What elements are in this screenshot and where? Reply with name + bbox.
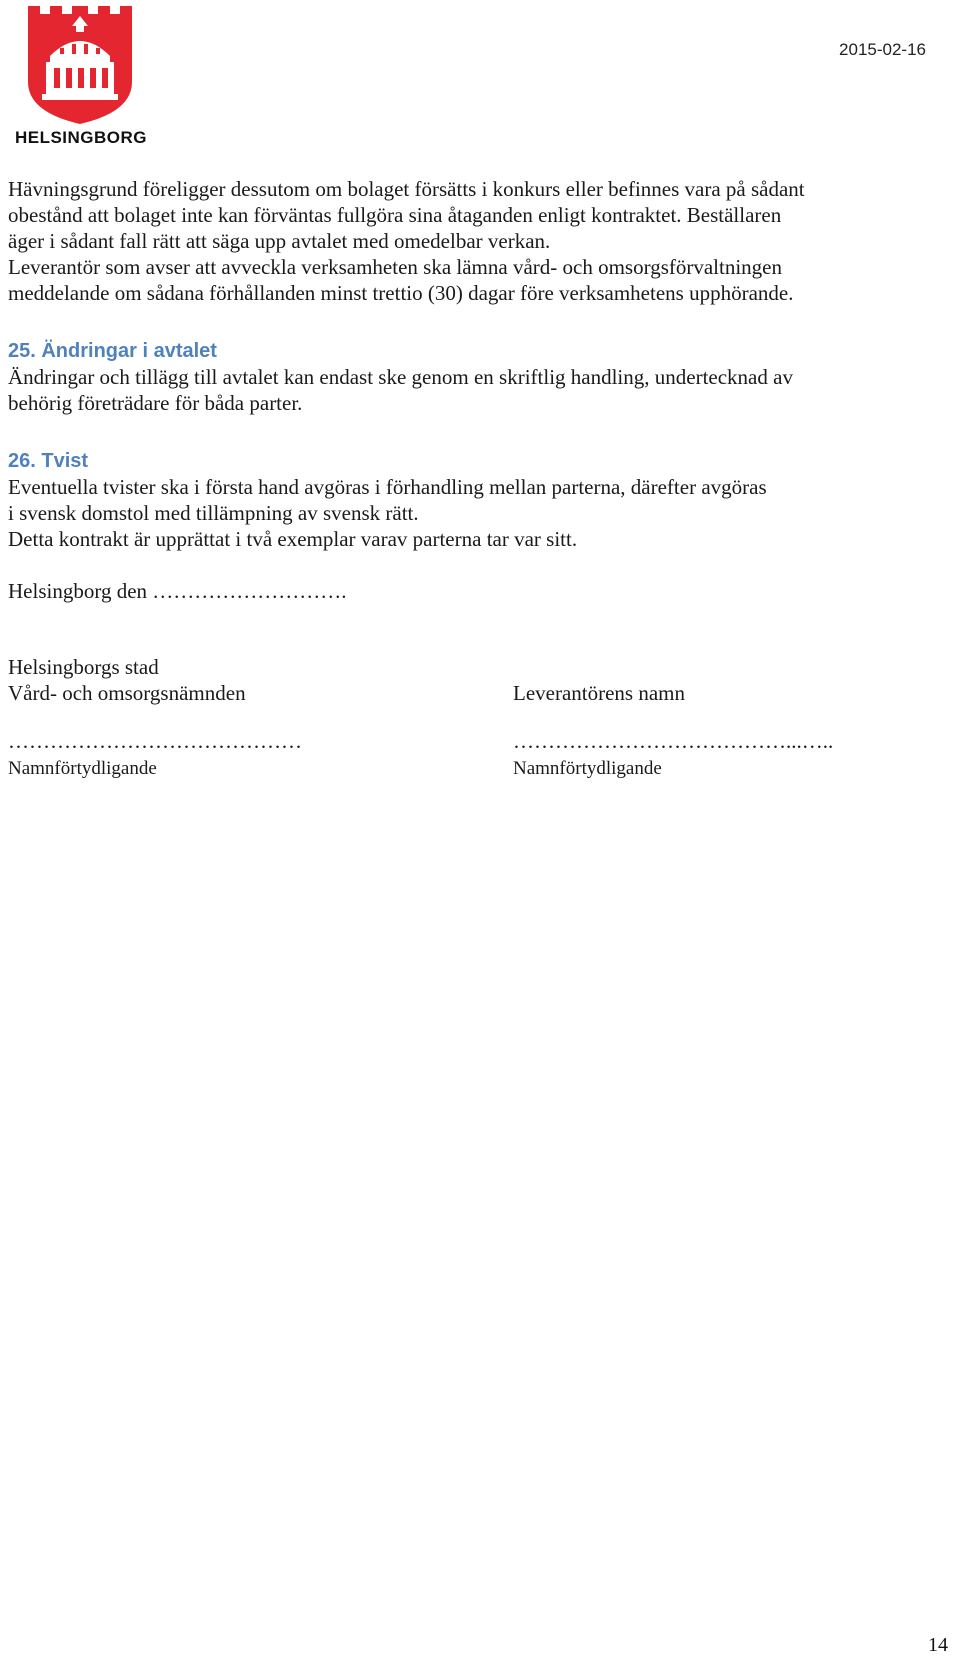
name-clarification-right: Namnförtydligande [513,758,662,779]
name-clarification-left: Namnförtydligande [8,758,157,779]
place-and-date: Helsingborg den ………………………. [8,579,347,603]
section-25-line: Ändringar och tillägg till avtalet kan endast ske genom en skriftlig handling, undertecknad av [8,365,793,389]
section-26-line: Eventuella tvister ska i första hand avgöras i förhandling mellan parterna, därefter avgöras [8,475,767,499]
signature-line-right: …………………………………...….. [513,729,834,753]
intro-line: Hävningsgrund föreligger dessutom om bolaget försätts i konkurs eller befinnes vara på sådant [8,177,805,201]
page-number: 14 [928,1634,948,1656]
section-26-line: i svensk domstol med tillämpning av svensk rätt. [8,501,419,525]
section-25-heading: 25. Ändringar i avtalet [8,340,217,362]
signature-line-left: …………………………………… [8,729,302,753]
intro-line: obestånd att bolaget inte kan förväntas fullgöra sina åtaganden enligt kontraktet. Beställaren [8,203,782,227]
intro-line: Leverantör som avser att avveckla verksamheten ska lämna vård- och omsorgsförvaltningen [8,255,783,279]
document-date: 2015-02-16 [839,40,926,59]
section-26-heading: 26. Tvist [8,450,89,472]
signer-org: Helsingborgs stad [8,655,159,679]
signer-unit: Vård- och omsorgsnämnden [8,681,246,705]
section-25-line: behörig företrädare för båda parter. [8,391,303,415]
helsingborg-logo [10,4,148,150]
document-body [8,176,938,604]
city-crest-icon [20,4,140,126]
intro-line: äger i sådant fall rätt att säga upp avtalet med omedelbar verkan. [8,229,551,253]
supplier-name-label: Leverantörens namn [513,681,686,705]
intro-line: meddelande om sådana förhållanden minst trettio (30) dagar före verksamhetens upphörande. [8,281,794,305]
logo-wordmark: HELSINGBORG [14,128,148,147]
section-26-line: Detta kontrakt är upprättat i två exemplar varav parterna tar var sitt. [8,527,578,551]
